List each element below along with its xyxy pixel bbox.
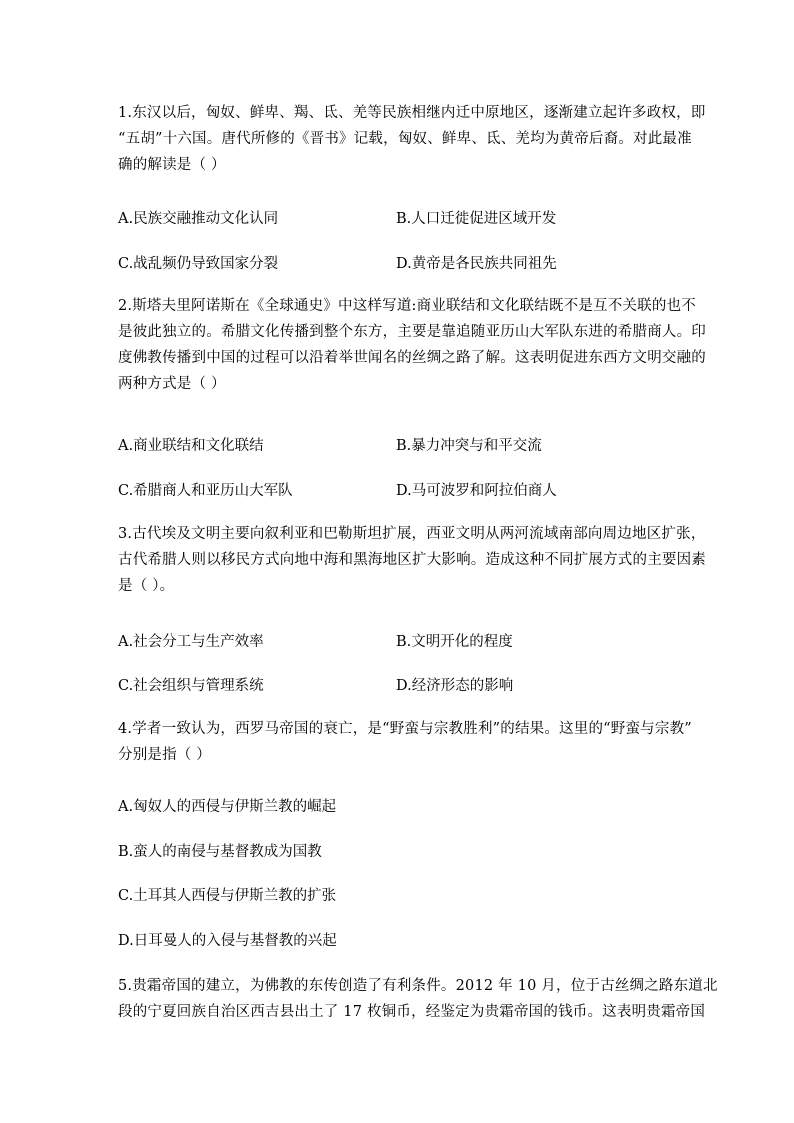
question-2-line-4: 两种方式是（ ） bbox=[118, 376, 226, 392]
question-2-line-3: 度佛教传播到中国的过程可以沿着举世闻名的丝绸之路了解。这表明促进东西方文明交融的 bbox=[118, 350, 706, 366]
question-3-option-a: A.社会分工与生产效率 bbox=[118, 634, 264, 650]
question-1-option-c: C.战乱频仍导致国家分裂 bbox=[118, 256, 279, 272]
question-5-line-2: 段的宁夏回族自治区西吉县出土了 17 枚铜币，经鉴定为贵霜帝国的钱币。这表明贵霜帝国 bbox=[118, 1004, 706, 1020]
question-1-option-b: B.人口迁徙促进区域开发 bbox=[396, 211, 557, 227]
question-3-option-c: C.社会组织与管理系统 bbox=[118, 678, 264, 694]
question-3-stem bbox=[118, 521, 706, 599]
question-1-line-2: “五胡”十六国。唐代所修的《晋书》记载，匈奴、鲜卑、氐、羌均为黄帝后裔。对此最准 bbox=[118, 131, 692, 147]
question-4-option-b: B.蛮人的南侵与基督教成为国教 bbox=[118, 844, 322, 860]
question-1-option-a: A.民族交融推动文化认同 bbox=[118, 211, 279, 227]
question-2-option-d: D.马可波罗和阿拉伯商人 bbox=[396, 483, 557, 499]
question-2-line-2: 是彼此独立的。希腊文化传播到整个东方，主要是靠追随亚历山大军队东进的希腊商人。印 bbox=[118, 324, 706, 340]
question-1-line-1: 1.东汉以后，匈奴、鲜卑、羯、氐、羌等民族相继内迁中原地区，逐渐建立起许多政权，即 bbox=[118, 105, 706, 121]
question-3-line-1: 3.古代埃及文明主要向叙利亚和巴勒斯坦扩展，西亚文明从两河流域南部向周边地区扩张， bbox=[118, 526, 706, 542]
question-1-line-3: 确的解读是（ ） bbox=[118, 157, 226, 173]
question-2-line-1: 2.斯塔夫里阿诺斯在《全球通史》中这样写道:商业联结和文化联结既不是互不关联的也不 bbox=[118, 298, 696, 314]
question-4-option-d: D.日耳曼人的入侵与基督教的兴起 bbox=[118, 933, 337, 949]
question-4-option-a: A.匈奴人的西侵与伊斯兰教的崛起 bbox=[118, 799, 337, 815]
question-5-stem bbox=[118, 973, 718, 1025]
question-2-option-a: A.商业联结和文化联结 bbox=[118, 438, 264, 454]
question-2-option-b: B.暴力冲突与和平交流 bbox=[396, 438, 542, 454]
question-5-line-1: 5.贵霜帝国的建立，为佛教的东传创造了有利条件。2012 年 10 月，位于古丝绸之路东道北 bbox=[118, 978, 718, 994]
question-4-line-2: 分别是指（ ） bbox=[118, 747, 212, 763]
question-2-option-c: C.希腊商人和亚历山大军队 bbox=[118, 483, 293, 499]
question-1-stem bbox=[118, 100, 706, 178]
question-1-option-d: D.黄帝是各民族共同祖先 bbox=[396, 256, 557, 272]
question-4-stem bbox=[118, 716, 692, 768]
question-3-option-b: B.文明开化的程度 bbox=[396, 634, 513, 650]
question-2-stem bbox=[118, 293, 706, 397]
question-3-option-d: D.经济形态的影响 bbox=[396, 678, 514, 694]
question-4-line-1: 4.学者一致认为，西罗马帝国的衰亡，是“野蛮与宗教胜利”的结果。这里的“野蛮与宗教” bbox=[118, 721, 692, 737]
question-3-line-3: 是（ ）。 bbox=[118, 578, 175, 594]
question-4-option-c: C.土耳其人西侵与伊斯兰教的扩张 bbox=[118, 888, 337, 904]
question-3-line-2: 古代希腊人则以移民方式向地中海和黑海地区扩大影响。造成这种不同扩展方式的主要因素 bbox=[118, 552, 706, 568]
